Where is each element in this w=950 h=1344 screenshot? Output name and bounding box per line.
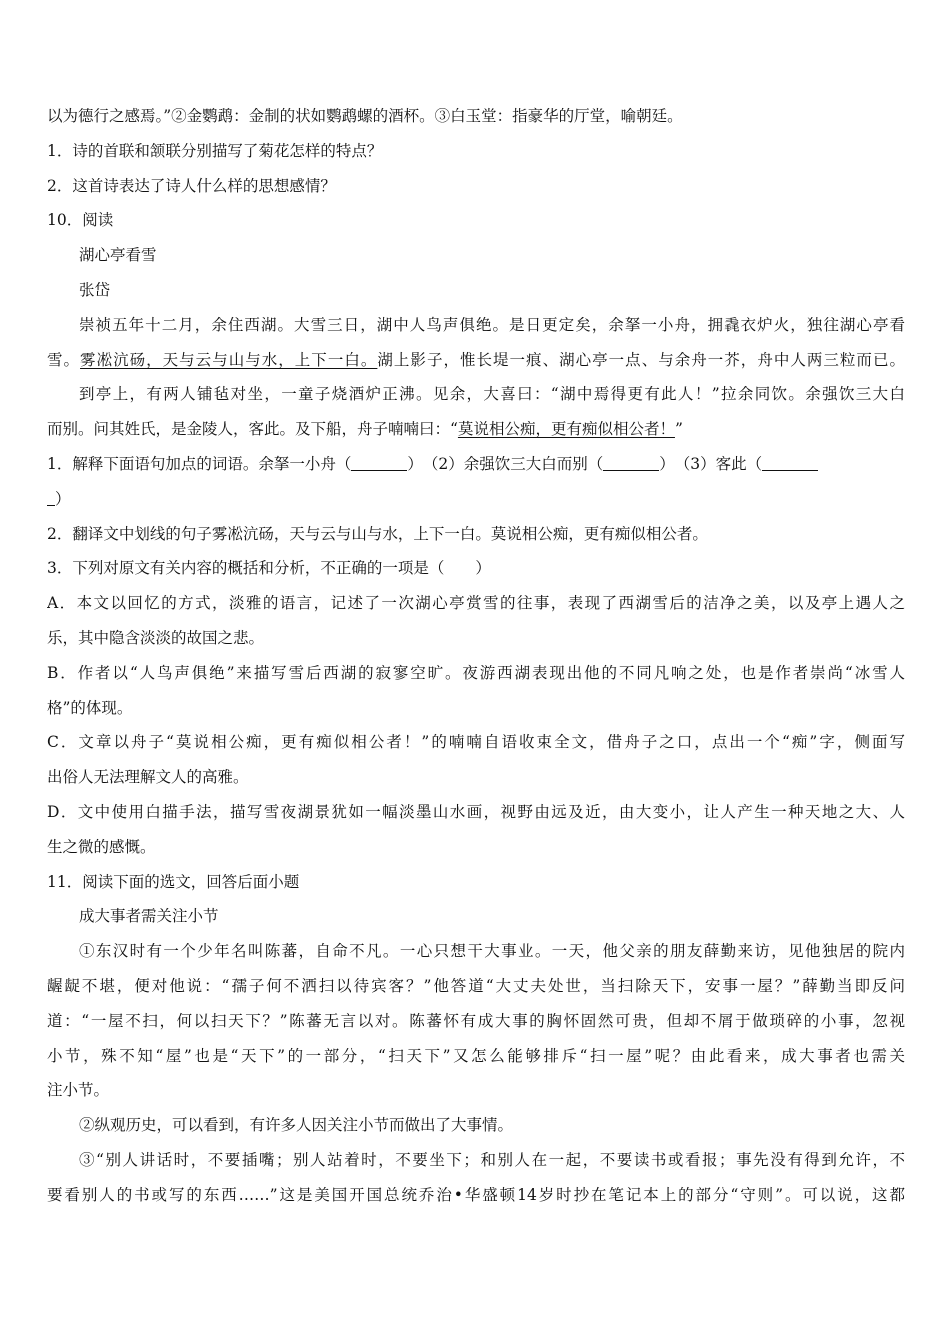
- question-10-3: 3．下列对原文有关内容的概括和分析，不正确的一项是（ ）: [47, 559, 491, 578]
- text-segment: ） （3）客此（: [659, 454, 763, 473]
- footnote-line: 以为德行之感焉。”②金鹦鹉：金制的状如鹦鹉螺的酒杯。③白玉堂：指豪华的厅堂，喻朝廷。: [47, 107, 683, 125]
- answer-blank-1[interactable]: [351, 454, 407, 471]
- essay-paragraph-1-line-5: 注小节。: [47, 1081, 110, 1100]
- passage-title: 湖心亭看雪: [79, 246, 157, 265]
- essay-paragraph-1-line-1: ①东汉时有一个少年名叫陈蕃，自命不凡。一心只想干大事业。一天，他父亲的朋友薛勤来访，见他独居的院内: [79, 942, 905, 961]
- passage-paragraph-1-line-1: 崇祯五年十二月，余住西湖。大雪三日，湖中人鸟声俱绝。是日更定矣，余拏一小舟，拥毳衣炉火，独往湖心亭看: [79, 315, 905, 334]
- answer-blank-2[interactable]: [603, 454, 659, 471]
- answer-blank-3[interactable]: [762, 454, 818, 471]
- option-b-line-1: B．作者以“人鸟声俱绝”来描写雪后西湖的寂寥空旷。夜游西湖表现出他的不同凡响之处，也是作者崇尚“冰雪人: [47, 663, 905, 682]
- essay-paragraph-2: ②纵观历史，可以看到，有许多人因关注小节而做出了大事情。: [79, 1116, 514, 1135]
- question-10-1-cont: [47, 482, 905, 517]
- text-segment: ”: [674, 420, 683, 439]
- essay-paragraph-3-line-2: 要看别人的书或写的东西……”这是美国开国总统乔治•华盛顿14岁时抄在笔记本上的部分“守则”。可以说，这都: [47, 1185, 905, 1204]
- option-c-line-1: C．文章以舟子“莫说相公痴，更有痴似相公者！”的喃喃自语收束全文，借舟子之口，点出一个“痴”字，侧面写: [47, 733, 905, 752]
- document-body: [47, 99, 905, 1213]
- passage-paragraph-1-line-2: [47, 343, 905, 378]
- underlined-sentence-1: 雾凇沆砀，天与云与山与水，上下一白。: [80, 350, 378, 369]
- option-a-line-2: 乐，其中隐含淡淡的故国之悲。: [47, 628, 265, 647]
- option-b-line-2: 格”的体现。: [47, 698, 133, 717]
- text-segment: 湖上影子，惟长堤一痕、湖心亭一点、与余舟一芥，舟中人两三粒而已。: [377, 350, 905, 369]
- question-10-1: [47, 447, 905, 482]
- underlined-sentence-2: 莫说相公痴，更有痴似相公者！: [457, 420, 675, 439]
- option-d-line-1: D．文中使用白描手法，描写雪夜湖景犹如一幅淡墨山水画，视野由远及近，由大变小，让人产生一种天地之大、人: [47, 802, 905, 821]
- answer-blank-3-cont[interactable]: [47, 489, 55, 506]
- text-segment: ）: [55, 489, 71, 508]
- question-11-heading: 11．阅读下面的选文，回答后面小题: [47, 872, 300, 891]
- essay-title: 成大事者需关注小节: [79, 907, 219, 926]
- option-c-line-2: 出俗人无法理解文人的高雅。: [47, 768, 249, 787]
- text-segment: 雪。: [47, 350, 81, 369]
- question-10-heading: 10．阅读: [47, 211, 114, 230]
- question-10-2: 2．翻译文中划线的句子雾凇沆砀，天与云与山与水，上下一白。莫说相公痴，更有痴似相公者。: [47, 524, 708, 543]
- option-d-line-2: 生之微的感慨。: [47, 837, 156, 856]
- essay-paragraph-1-line-2: 龌龊不堪，便对他说：“孺子何不洒扫以待宾客？”他答道“大丈夫处世，当扫除天下，安事一屋？”薛勤当即反问: [47, 976, 905, 995]
- text-segment: 而别。问其姓氏，是金陵人，客此。及下船，舟子喃喃曰：“: [47, 420, 458, 439]
- text-segment: 1．解释下面语句加点的词语。余拏一小舟（: [47, 454, 352, 473]
- passage-paragraph-2-line-1: 到亭上，有两人铺毡对坐，一童子烧酒炉正沸。见余，大喜曰：“湖中焉得更有此人！”拉余同饮。余强饮三大白: [79, 385, 905, 404]
- essay-paragraph-3-line-1: ③“别人讲话时，不要插嘴；别人站着时，不要坐下；和别人在一起，不要读书或看报；事先没有得到允许，不: [79, 1150, 905, 1169]
- essay-paragraph-1-line-3: 道：“一屋不扫，何以扫天下？”陈蕃无言以对。陈蕃怀有成大事的胸怀固然可贵，但却不屑于做琐碎的小事，忽视: [47, 1011, 905, 1030]
- question-1-poem: 1．诗的首联和颔联分别描写了菊花怎样的特点？: [47, 141, 383, 160]
- text-segment: ） （2）余强饮三大白而别（: [407, 454, 604, 473]
- question-2-poem: 2．这首诗表达了诗人什么样的思想感情？: [47, 176, 336, 195]
- passage-paragraph-2-line-2: [47, 412, 905, 447]
- essay-paragraph-1-line-4: 小节，殊不知“屋”也是“天下”的一部分，“扫天下”又怎么能够排斥“扫一屋”呢？由此看来，成大事者也需关: [47, 1046, 905, 1065]
- option-a-line-1: A．本文以回忆的方式，淡雅的语言，记述了一次湖心亭赏雪的往事，表现了西湖雪后的洁净之美，以及亭上遇人之: [47, 594, 905, 613]
- passage-author: 张岱: [79, 280, 111, 299]
